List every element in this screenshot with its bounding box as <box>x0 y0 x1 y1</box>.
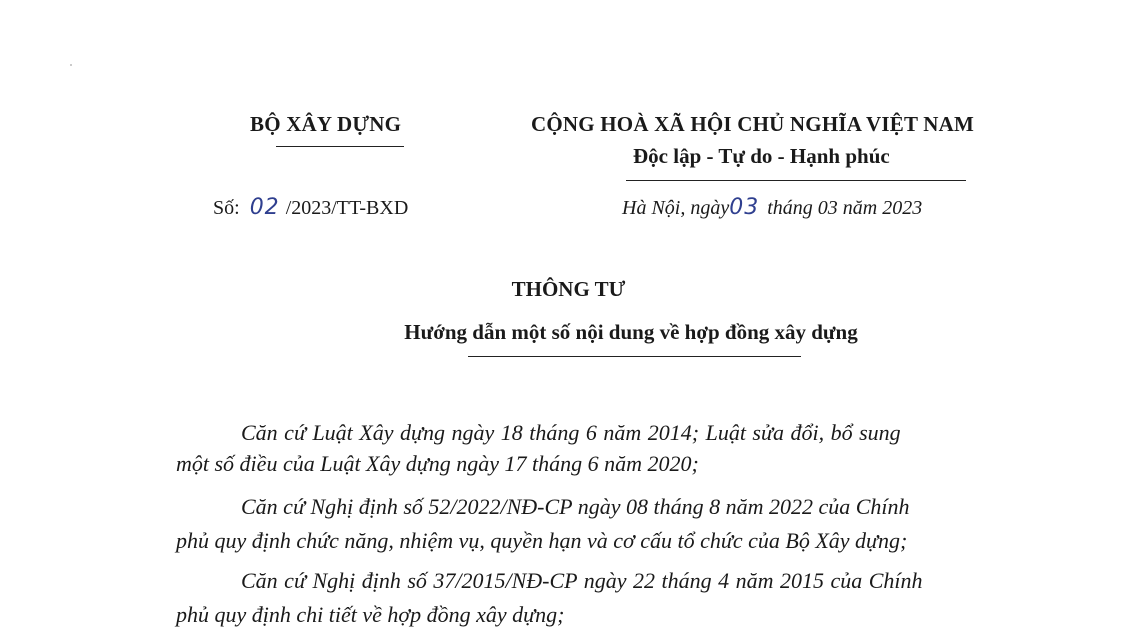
preamble-3-line-1: Căn cứ Nghị định số 37/2015/NĐ-CP ngày 22 tháng 4 năm 2015 của Chính <box>241 568 923 593</box>
document-number-prefix: Số: <box>213 197 240 219</box>
place-date-before: Hà Nội, ngày <box>622 197 730 219</box>
document-number <box>213 195 408 220</box>
preamble-1-line-2: một số điều của Luật Xây dựng ngày 17 tháng 6 năm 2020; <box>176 451 699 476</box>
preamble-2-line-1: Căn cứ Nghị định số 52/2022/NĐ-CP ngày 08 tháng 8 năm 2022 của Chính <box>241 494 910 519</box>
document-type: THÔNG TƯ <box>511 277 626 301</box>
document-subject: Hướng dẫn một số nội dung về hợp đồng xây dựng <box>404 320 858 344</box>
preamble-3-line-2: phủ quy định chi tiết về hợp đồng xây dựng; <box>176 602 565 627</box>
national-motto: Độc lập - Tự do - Hạnh phúc <box>633 144 890 168</box>
ministry-name: BỘ XÂY DỰNG <box>250 112 402 136</box>
place-date-after: tháng 03 năm 2023 <box>767 197 923 219</box>
scan-speck <box>70 64 72 66</box>
preamble-1-line-1: Căn cứ Luật Xây dựng ngày 18 tháng 6 năm 2014; Luật sửa đổi, bổ sung <box>241 420 901 445</box>
ministry-underline <box>276 146 404 147</box>
republic-name: CỘNG HOÀ XÃ HỘI CHỦ NGHĨA VIỆT NAM <box>531 112 974 136</box>
preamble-2-line-2: phủ quy định chức năng, nhiệm vụ, quyền hạn và cơ cấu tổ chức của Bộ Xây dựng; <box>176 528 908 553</box>
subject-underline <box>468 356 801 357</box>
place-date-handwritten-day: 03 <box>729 195 760 220</box>
document-number-handwritten: 02 <box>249 195 280 220</box>
document-number-suffix: /2023/TT-BXD <box>285 197 409 219</box>
place-and-date <box>622 195 922 220</box>
motto-underline <box>626 180 966 181</box>
